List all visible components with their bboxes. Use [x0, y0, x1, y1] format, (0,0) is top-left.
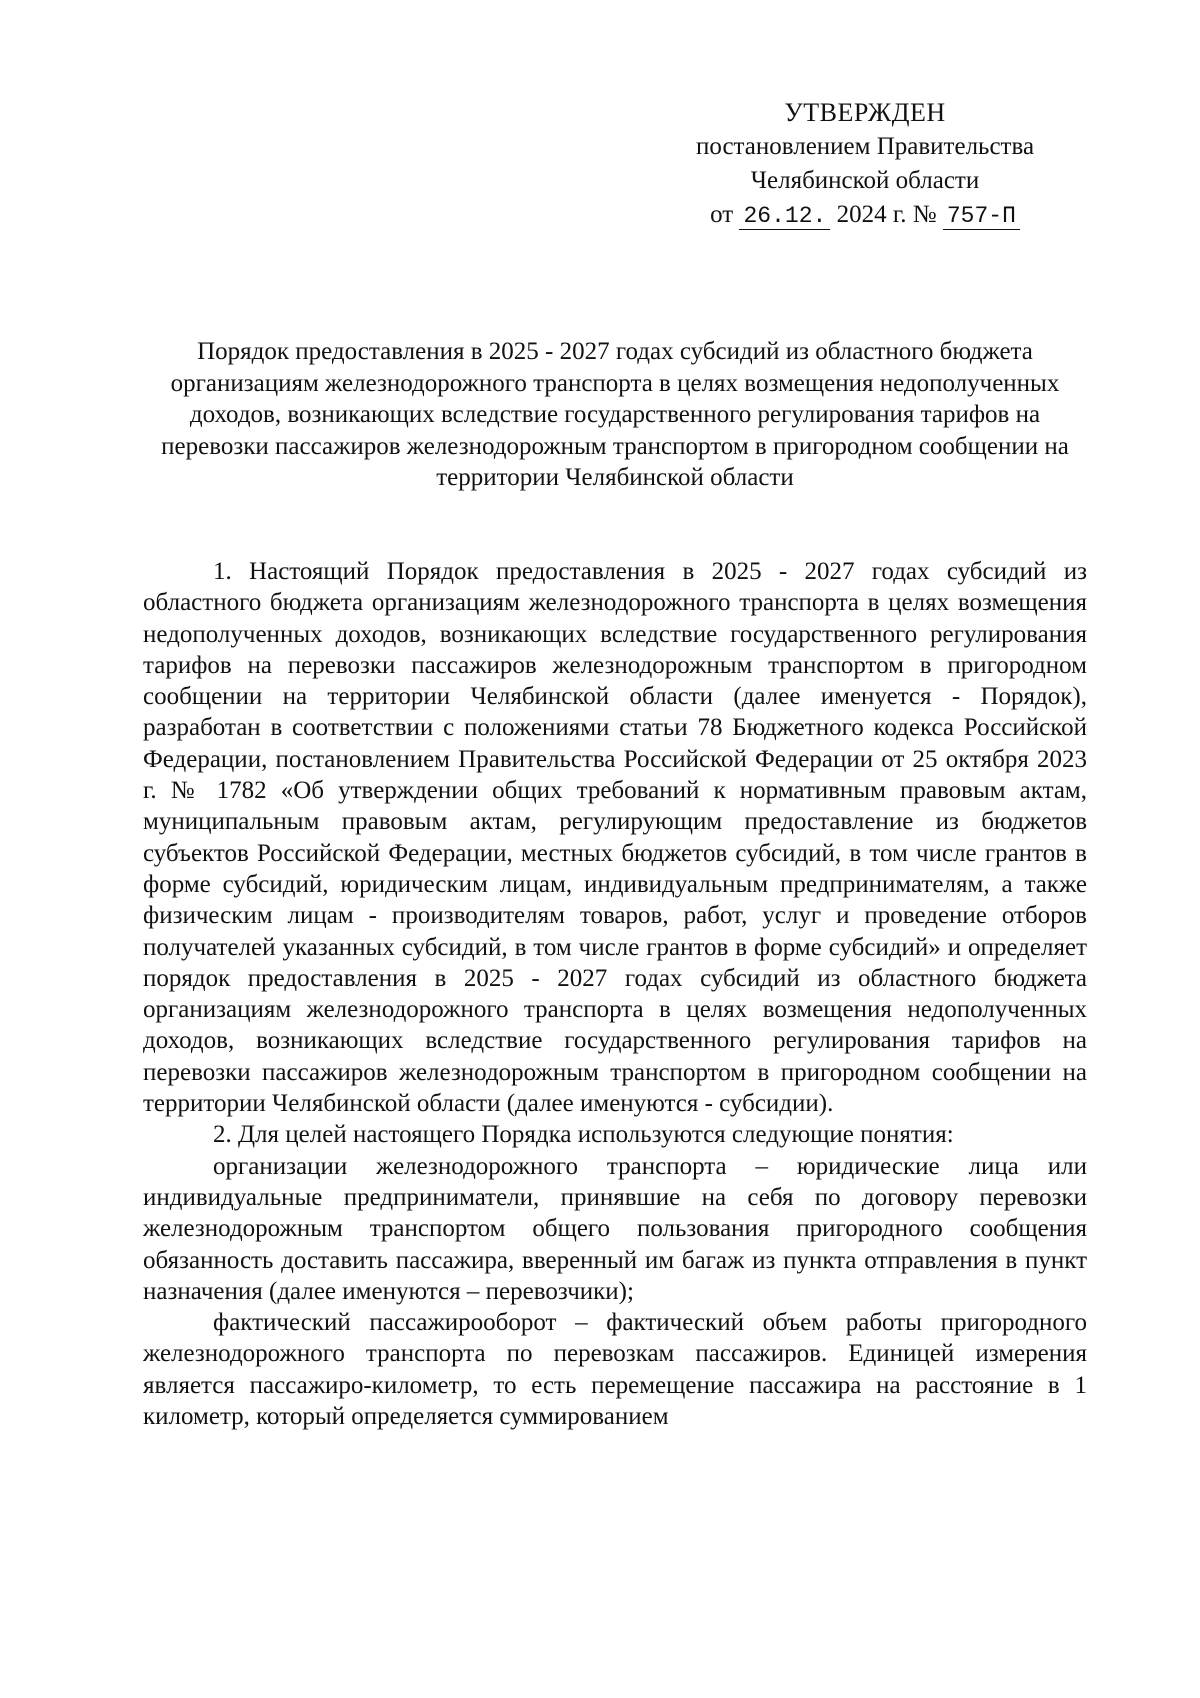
approval-block: [650, 96, 1080, 233]
paragraph-2: 2. Для целей настоящего Порядка используются следующие понятия:: [213, 1121, 954, 1149]
paragraph-4: фактический пассажирооборот – фактический объем работы пригородного железнодорожного транспорта по перевозкам пассажиров. Единицей измерения является пассажиро-километр, то есть перемещение пассажира на расстояние в 1 километр, который определяется суммированием: [143, 1309, 1087, 1431]
approval-word: УТВЕРЖДЕН: [784, 98, 946, 127]
paragraph-1: 1. Настоящий Порядок предоставления в 2025 - 2027 годах субсидий из областного бюджета организациям железнодорожного транспорта в целях возмещения недополученных доходов, возникающих вследствие государственного регулирования тарифов на перевозки пассажиров железнодорожным транспортом в пригородном сообщении на территории Челябинской области (далее именуется - Порядок), разработан в соответствии с положениями статьи 78 Бюджетного кодекса Российской Федерации, постановлением Правительства Российской Федерации от 25 октября 2023 г. № 1782 «Об утверждении общих требований к нормативным правовым актам, муниципальным правовым актам, регулирующим предоставление из бюджетов субъектов Российской Федерации, местных бюджетов субсидий, в том числе грантов в форме субсидий, юридическим лицам, индивидуальным предпринимателям, а также физическим лицам - производителям товаров, работ, услуг и проведение отборов получателей указанных субсидий, в том числе грантов в форме субсидий» и определяет порядок предоставления в 2025 - 2027 годах субсидий из областного бюджета организациям железнодорожного транспорта в целях возмещения недополученных доходов, возникающих вследствие государственного регулирования тарифов на перевозки пассажиров железнодорожным транспортом в пригородном сообщении на территории Челябинской области (далее именуются - субсидии).: [143, 558, 1087, 1118]
approval-year: 2024 г. №: [836, 201, 937, 228]
approval-date-line: [650, 198, 1080, 233]
approval-number: 757-П: [943, 203, 1020, 230]
approval-line-2: Челябинской области: [750, 167, 980, 194]
approval-line-1: постановлением Правительства: [695, 133, 1035, 160]
approval-from: от: [710, 201, 734, 228]
document-title: Порядок предоставления в 2025 - 2027 годах субсидий из областного бюджета организациям железнодорожного транспорта в целях возмещения недополученных доходов, возникающих вследствие государственного регулирования тарифов на перевозки пассажиров железнодорожным транспортом в пригородном сообщении на территории Челябинской области: [161, 338, 1069, 491]
paragraph-3: организации железнодорожного транспорта – юридические лица или индивидуальные предприниматели, принявшие на себя по договору перевозки железнодорожным транспортом общего пользования пригородного сообщения обязанность доставить пассажира, вверенный им багаж из пункта отправления в пункт назначения (далее именуются – перевозчики);: [143, 1152, 1087, 1305]
approval-date: 26.12.: [739, 203, 830, 230]
document-body: [143, 556, 1087, 1432]
